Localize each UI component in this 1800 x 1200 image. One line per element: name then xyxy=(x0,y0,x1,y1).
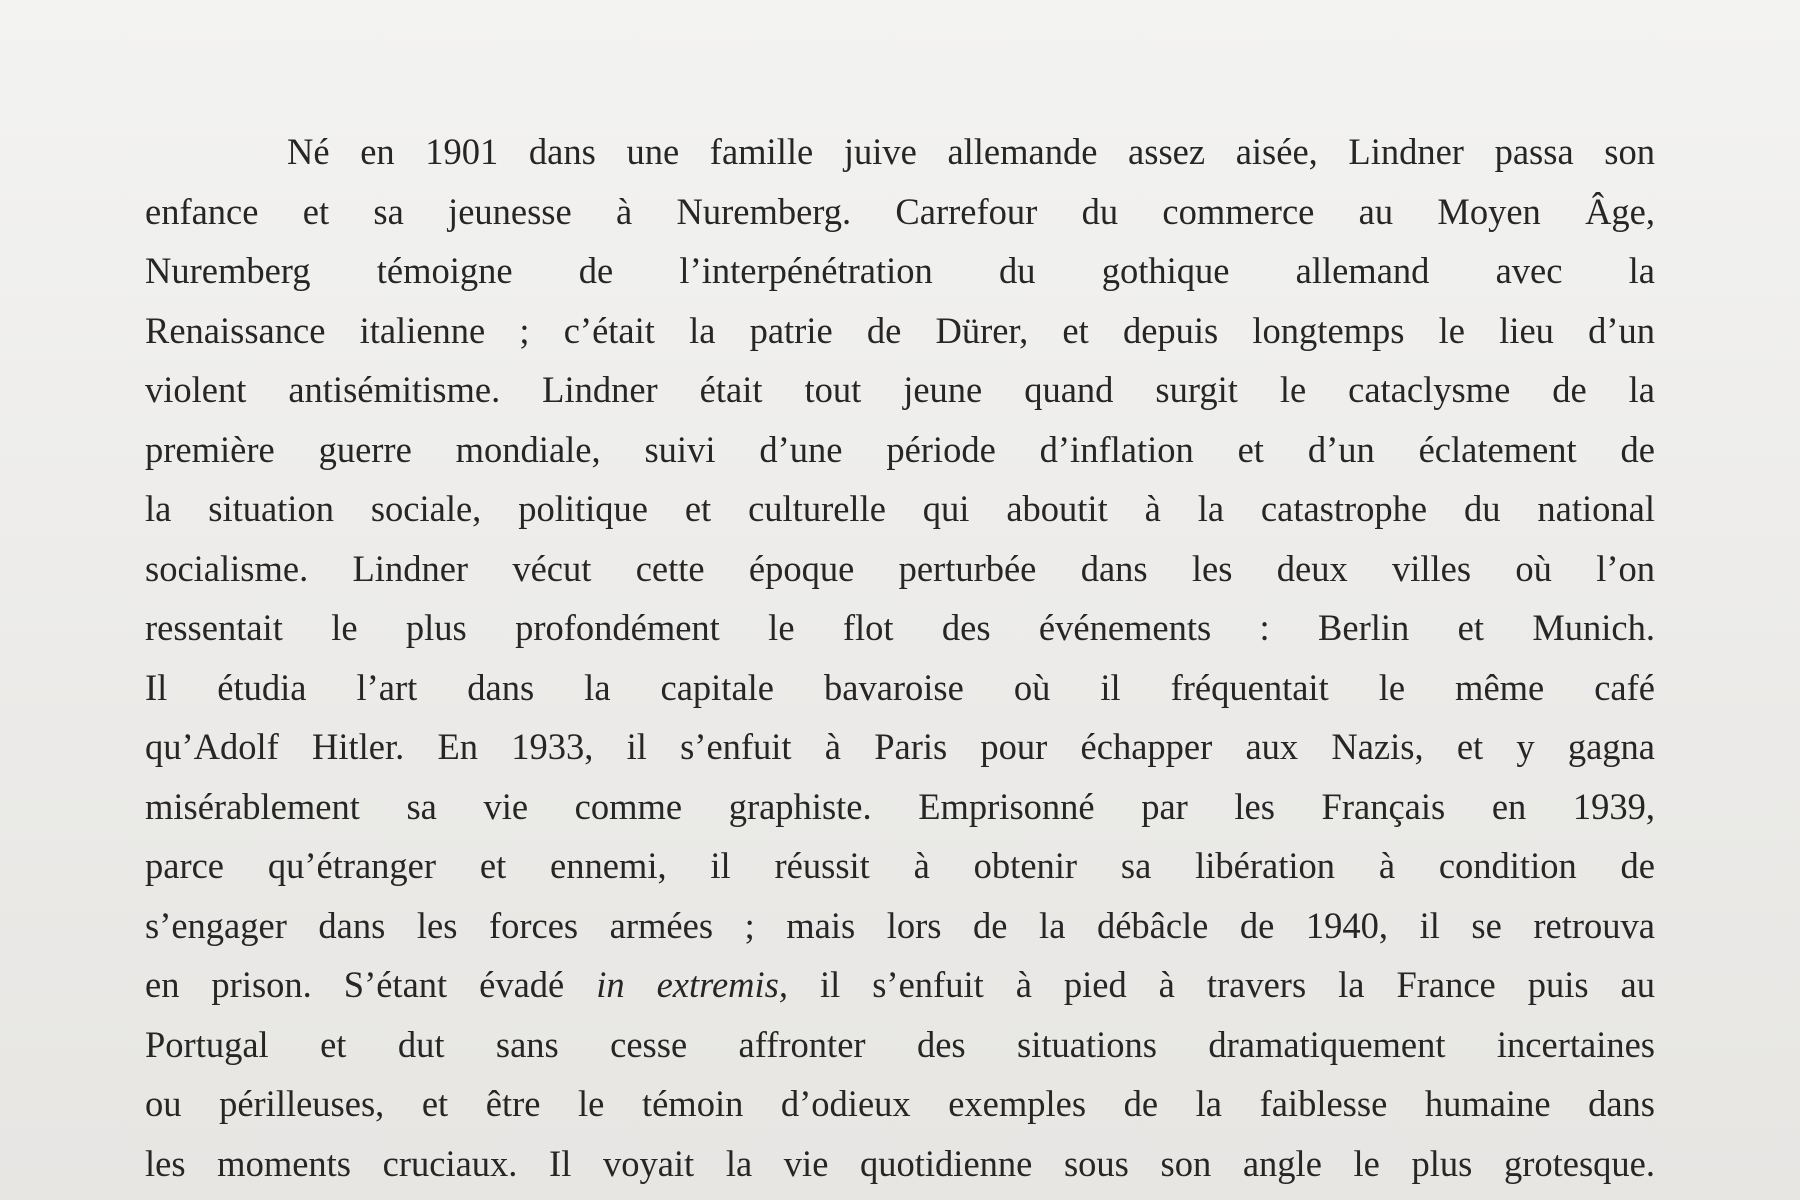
text-line-10: Il étudia l’art dans la capitale bavaroise où il fréquentait le même café xyxy=(145,666,1655,708)
text-line-13: parce qu’étranger et ennemi, il réussit à obtenir sa libération à condition de xyxy=(145,845,1655,886)
body-paragraph xyxy=(145,122,1655,1193)
text-line-11: qu’Adolf Hitler. En 1933, il s’enfuit à Paris pour échapper aux Nazis, et y gagna xyxy=(145,726,1655,767)
text-line-15 xyxy=(145,955,1655,1015)
text-line-6: première guerre mondiale, suivi d’une période d’inflation et d’un éclatement de xyxy=(145,428,1655,470)
text-line-1: Né en 1901 dans une famille juive allemande assez aisée, Lindner passa son xyxy=(287,131,1655,172)
italic-phrase: in extremis, xyxy=(596,964,788,1005)
text-line-3: Nuremberg témoigne de l’interpénétration du gothique allemand avec la xyxy=(145,250,1655,291)
text-line-2: enfance et sa jeunesse à Nuremberg. Carrefour du commerce au Moyen Âge, xyxy=(145,190,1655,232)
text-line-15-start: en prison. S’étant évadé xyxy=(145,964,597,1005)
text-line-17: ou périlleuses, et être le témoin d’odieux exemples de la faiblesse humaine dans xyxy=(145,1083,1655,1124)
text-line-5: violent antisémitisme. Lindner était tout jeune quand surgit le cataclysme de la xyxy=(145,369,1655,410)
text-line-7: la situation sociale, politique et culturelle qui aboutit à la catastrophe du national xyxy=(145,488,1655,529)
text-line-18: les moments cruciaux. Il voyait la vie quotidienne sous son angle le plus grotesque. xyxy=(145,1142,1655,1184)
text-line-14: s’engager dans les forces armées ; mais lors de la débâcle de 1940, il se retrouva xyxy=(145,904,1655,946)
text-line-15-end: il s’enfuit à pied à travers la France puis au xyxy=(788,964,1655,1005)
text-line-4: Renaissance italienne ; c’était la patrie de Dürer, et depuis longtemps le lieu d’un xyxy=(145,309,1655,351)
text-line-12: misérablement sa vie comme graphiste. Emprisonné par les Français en 1939, xyxy=(145,785,1655,827)
text-line-9: ressentait le plus profondément le flot des événements : Berlin et Munich. xyxy=(145,607,1655,648)
text-line-8: socialisme. Lindner vécut cette époque perturbée dans les deux villes où l’on xyxy=(145,547,1655,589)
text-line-16: Portugal et dut sans cesse affronter des situations dramatiquement incertaines xyxy=(145,1023,1655,1065)
